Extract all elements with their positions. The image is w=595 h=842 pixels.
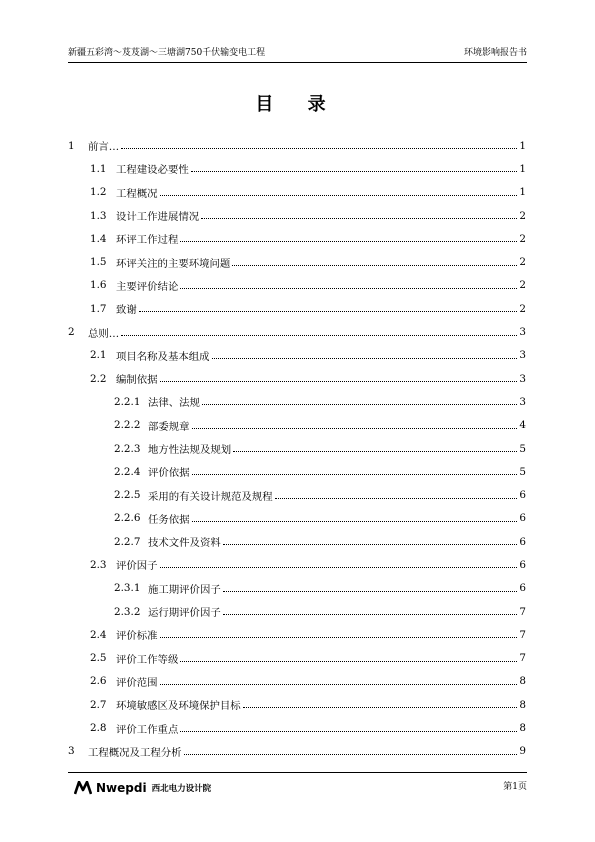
toc-leader-dots	[180, 241, 517, 242]
toc-entry-number: 2.7	[90, 698, 107, 711]
toc-entry[interactable]	[68, 227, 526, 250]
table-of-contents	[68, 134, 526, 763]
toc-entry-number: 2.6	[90, 675, 107, 688]
toc-entry[interactable]	[68, 623, 526, 646]
toc-entry-title: 评价工作重点	[116, 723, 179, 736]
toc-entry-title: 采用的有关设计规范及规程	[148, 490, 273, 503]
toc-entry-page: 8	[519, 722, 526, 735]
toc-entry-title: 任务依据	[148, 513, 190, 526]
toc-leader-dots	[223, 614, 518, 615]
toc-entry-title: 地方性法规及规划	[148, 444, 232, 456]
toc-entry-number: 1.1	[90, 162, 107, 175]
toc-entry-number: 2.2.7	[114, 535, 141, 548]
toc-leader-dots	[232, 265, 517, 266]
toc-entry-number: 1	[68, 139, 75, 152]
logo-company-name: 西北电力设计院	[151, 784, 212, 794]
toc-entry-number: 2.3.2	[114, 605, 141, 618]
toc-entry-title: 总则…	[88, 327, 120, 340]
toc-leader-dots	[223, 544, 518, 545]
toc-leader-dots	[180, 731, 517, 732]
toc-entry-number: 2	[68, 326, 75, 339]
toc-leader-dots	[223, 591, 518, 592]
toc-entry[interactable]	[68, 716, 526, 739]
toc-leader-dots	[160, 195, 518, 196]
toc-entry-title: 评价工作等级	[116, 653, 179, 666]
toc-entry-number: 2.2	[90, 372, 107, 385]
toc-entry-title: 运行期评价因子	[148, 607, 221, 620]
toc-entry-title: 法律、法规	[148, 397, 200, 410]
toc-entry-title: 工程概况	[116, 187, 158, 200]
toc-leader-dots	[243, 707, 518, 708]
page-footer	[68, 772, 527, 799]
toc-entry-number: 2.2.5	[114, 489, 141, 502]
toc-entry-page: 5	[519, 442, 526, 455]
toc-entry-number: 2.2.6	[114, 512, 141, 525]
toc-entry-page: 2	[519, 232, 526, 245]
toc-entry-page: 5	[519, 465, 526, 478]
toc-leader-dots	[160, 381, 518, 382]
toc-leader-dots	[202, 404, 517, 405]
toc-leader-dots	[275, 498, 518, 499]
toc-entry[interactable]	[68, 250, 526, 273]
toc-entry-number: 1.6	[90, 279, 107, 292]
toc-leader-dots	[180, 288, 517, 289]
toc-leader-dots	[201, 218, 517, 219]
page-header	[68, 46, 527, 63]
toc-entry[interactable]	[68, 693, 526, 716]
toc-entry[interactable]	[68, 647, 526, 670]
toc-entry-title: 设计工作进展情况	[116, 211, 200, 224]
toc-entry-number: 1.2	[90, 186, 107, 199]
toc-entry-page: 6	[519, 512, 526, 525]
page-number: 第1页	[503, 782, 527, 792]
toc-entry[interactable]	[68, 553, 526, 576]
toc-title: 目 录	[255, 94, 340, 115]
toc-leader-dots	[191, 171, 518, 172]
toc-entry[interactable]	[68, 530, 526, 553]
toc-entry-title: 环评关注的主要环境问题	[116, 257, 231, 270]
toc-entry[interactable]	[68, 274, 526, 297]
toc-entry-title: 环境敏感区及环境保护目标	[116, 700, 241, 713]
toc-entry-title: 评价依据	[148, 467, 190, 480]
toc-entry-number: 1.4	[90, 232, 107, 245]
toc-entry[interactable]	[68, 483, 526, 506]
header-doc-type: 环境影响报告书	[463, 48, 527, 58]
toc-entry-number: 2.3	[90, 558, 107, 571]
toc-entry-page: 3	[519, 395, 526, 408]
toc-entry[interactable]	[68, 157, 526, 180]
toc-entry-number: 2.2.3	[114, 442, 141, 455]
toc-entry-title: 工程建设必要性	[116, 164, 189, 177]
toc-entry-number: 2.2.2	[114, 419, 141, 432]
toc-entry-page: 2	[519, 302, 526, 315]
toc-leader-dots	[160, 684, 518, 685]
toc-entry[interactable]	[68, 460, 526, 483]
toc-entry-page: 8	[519, 698, 526, 711]
toc-leader-dots	[139, 311, 518, 312]
toc-leader-dots	[192, 428, 518, 429]
toc-entry[interactable]	[68, 134, 526, 157]
toc-entry-title: 技术文件及资料	[148, 537, 221, 550]
toc-entry-page: 2	[519, 279, 526, 292]
toc-entry-page: 2	[519, 209, 526, 222]
toc-leader-dots	[160, 567, 518, 568]
toc-entry-title: 前言…	[88, 141, 120, 154]
toc-entry-title: 项目名称及基本组成	[116, 350, 210, 363]
toc-entry-number: 1.5	[90, 256, 107, 269]
toc-entry-number: 2.1	[90, 349, 107, 362]
toc-entry-page: 7	[519, 605, 526, 618]
toc-entry-title: 部委规章	[148, 420, 190, 433]
toc-leader-dots	[160, 637, 518, 638]
toc-leader-dots	[212, 358, 518, 359]
toc-entry[interactable]	[68, 390, 526, 413]
toc-entry-page: 7	[519, 652, 526, 665]
toc-entry[interactable]	[68, 367, 526, 390]
toc-entry-number: 1.7	[90, 302, 107, 315]
toc-entry-page: 3	[519, 349, 526, 362]
toc-entry-number: 2.3.1	[114, 582, 141, 595]
toc-entry-page: 2	[519, 256, 526, 269]
toc-leader-dots	[233, 451, 517, 452]
toc-entry[interactable]	[68, 670, 526, 693]
toc-entry[interactable]	[68, 181, 526, 204]
toc-leader-dots	[184, 754, 518, 755]
toc-entry-page: 1	[519, 139, 526, 152]
toc-leader-dots	[192, 521, 518, 522]
toc-leader-dots	[192, 474, 518, 475]
toc-entry[interactable]	[68, 577, 526, 600]
toc-entry-title: 工程概况及工程分析	[88, 746, 182, 759]
toc-entry-page: 1	[519, 162, 526, 175]
toc-entry-number: 2.4	[90, 628, 107, 641]
toc-entry-title: 评价标准	[116, 630, 158, 643]
toc-entry-number: 1.3	[90, 209, 107, 222]
toc-entry[interactable]	[68, 344, 526, 367]
toc-leader-dots	[121, 148, 517, 149]
toc-entry-number: 3	[68, 745, 75, 758]
toc-entry-page: 3	[519, 326, 526, 339]
toc-entry[interactable]	[68, 320, 526, 343]
toc-leader-dots	[180, 661, 517, 662]
toc-entry-title: 致谢	[116, 304, 137, 317]
toc-entry-page: 9	[519, 745, 526, 758]
toc-entry[interactable]	[68, 414, 526, 437]
toc-entry-title: 编制依据	[116, 374, 158, 387]
toc-entry-page: 6	[519, 558, 526, 571]
toc-entry-page: 7	[519, 628, 526, 641]
toc-entry-title: 施工期评价因子	[148, 583, 221, 596]
toc-entry-page: 6	[519, 535, 526, 548]
nwepdi-logo-icon	[74, 781, 92, 795]
toc-entry[interactable]	[68, 600, 526, 623]
toc-entry-number: 2.2.1	[114, 395, 141, 408]
toc-entry-page: 3	[519, 372, 526, 385]
toc-entry-title: 环评工作过程	[116, 234, 179, 247]
toc-entry[interactable]	[68, 740, 526, 763]
toc-entry-number: 2.2.4	[114, 465, 141, 478]
toc-entry[interactable]	[68, 507, 526, 530]
toc-entry[interactable]	[68, 204, 526, 227]
toc-entry-page: 4	[519, 419, 526, 432]
toc-entry-page: 1	[519, 186, 526, 199]
logo-text: Nwepdi	[96, 781, 147, 795]
header-project-title: 新疆五彩湾～芨芨湖～三塘湖750千伏输变电工程	[68, 48, 266, 58]
toc-entry[interactable]	[68, 297, 526, 320]
toc-entry-title: 评价范围	[116, 676, 158, 689]
toc-entry-page: 6	[519, 489, 526, 502]
toc-entry-page: 8	[519, 675, 526, 688]
company-logo	[74, 781, 211, 795]
toc-entry-title: 主要评价结论	[116, 280, 179, 293]
toc-entry[interactable]	[68, 437, 526, 460]
toc-leader-dots	[121, 335, 517, 336]
toc-entry-page: 6	[519, 582, 526, 595]
toc-entry-number: 2.5	[90, 652, 107, 665]
toc-entry-number: 2.8	[90, 722, 107, 735]
toc-entry-title: 评价因子	[116, 560, 158, 573]
